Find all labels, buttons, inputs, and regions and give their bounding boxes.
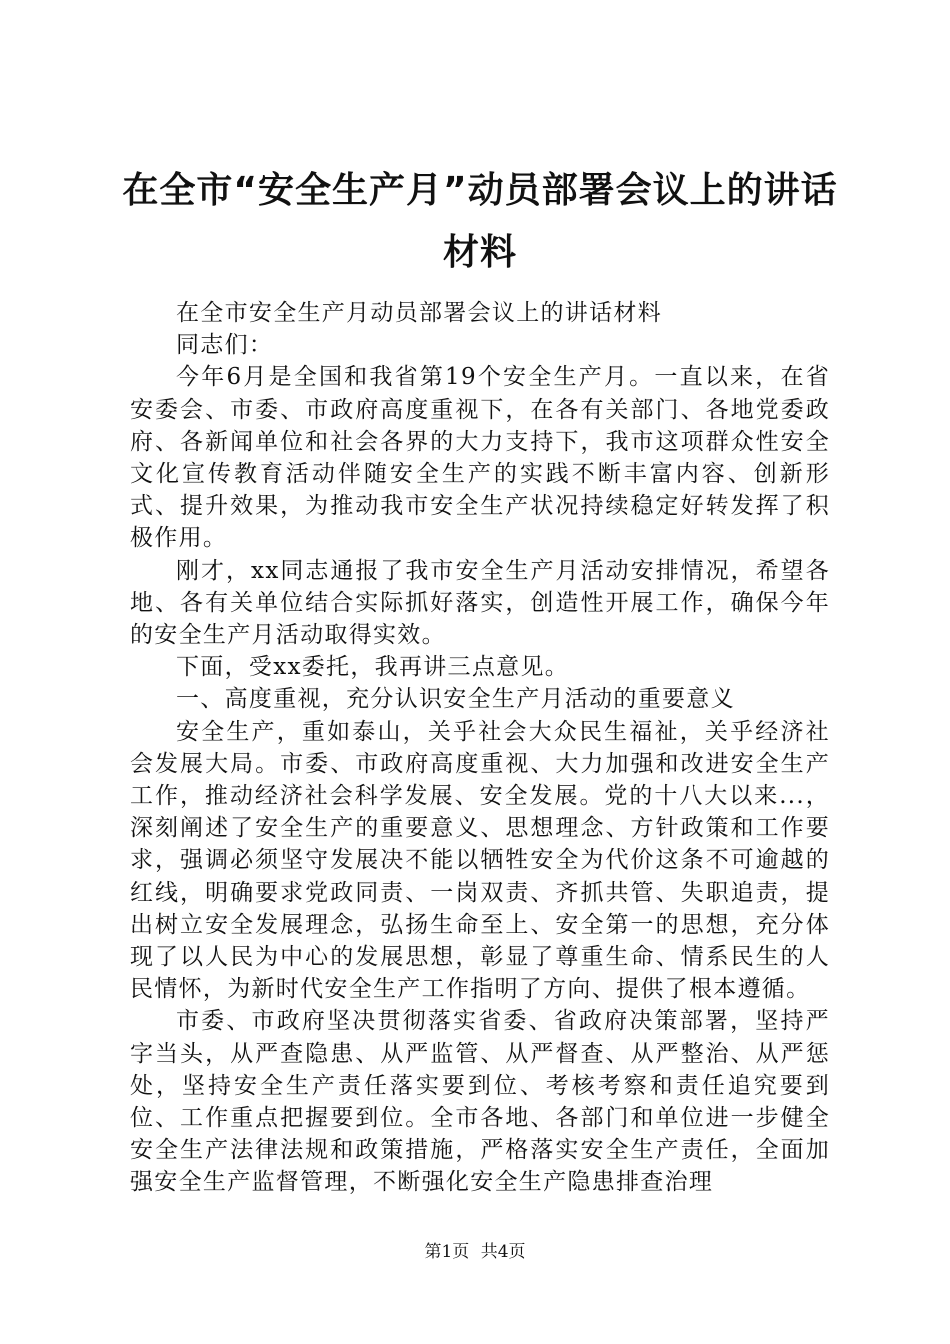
body-paragraph: 今年6月是全国和我省第19个安全生产月。一直以来，在省安委会、市委、市政府高度重视下，在各有关部门、各地党委政府、各新闻单位和社会各界的大力支持下，我市这项群众性安全文化宣传教育活动伴随安全生产的实践不断丰富内容、创新形式、提升效果，为推动我市安全生产状况持续稳定好转发挥了积极作用。 (130, 364, 830, 552)
body-paragraph: 刚才，xx同志通报了我市安全生产月活动安排情况，希望各地、各有关单位结合实际抓好落实，创造性开展工作，确保今年的安全生产月活动取得实效。 (130, 557, 830, 649)
body-paragraph: 市委、市政府坚决贯彻落实省委、省政府决策部署，坚持严字当头，从严查隐患、从严监管、从严督查、从严整治、从严惩处，坚持安全生产责任落实要到位、考核考察和责任追究要到位、工作重点把握要到位。全市各地、各部门和单位进一步健全安全生产法律法规和政策措施，严格落实安全生产责任，全面加强安全生产监督管理，不断强化安全生产隐患排查治理 (130, 1008, 830, 1196)
subtitle-paragraph: 在全市安全生产月动员部署会议上的讲话材料 (176, 300, 662, 326)
salutation-paragraph: 同志们： (176, 332, 274, 359)
body-paragraph: 下面，受xx委托，我再讲三点意见。 (176, 654, 570, 681)
document-body (130, 297, 830, 1199)
document-title: 在全市“安全生产月”动员部署会议上的讲话材料 (122, 170, 838, 273)
page-number: 第1页 (424, 1242, 470, 1262)
body-paragraph: 安全生产，重如泰山，关乎社会大众民生福祉，关乎经济社会发展大局。市委、市政府高度重视、大力加强和改进安全生产工作，推动经济社会科学发展、安全发展。党的十八大以来...，深刻阐述了安全生产的重要意义、思想理念、方针政策和工作要求，强调必须坚守发展决不能以牺牲安全为代价这条不可逾越的红线，明确要求党政同责、一岗双责、齐抓共管、失职追责，提出树立安全发展理念，弘扬生命至上、安全第一的思想，充分体现了以人民为中心的发展思想，彰显了尊重生命、情系民生的人民情怀，为新时代安全生产工作指明了方向、提供了根本遵循。 (130, 718, 830, 1003)
section-heading: 一、高度重视，充分认识安全生产月活动的重要意义 (176, 686, 735, 713)
page-footer (0, 1240, 950, 1264)
page-total: 共4页 (480, 1242, 526, 1262)
